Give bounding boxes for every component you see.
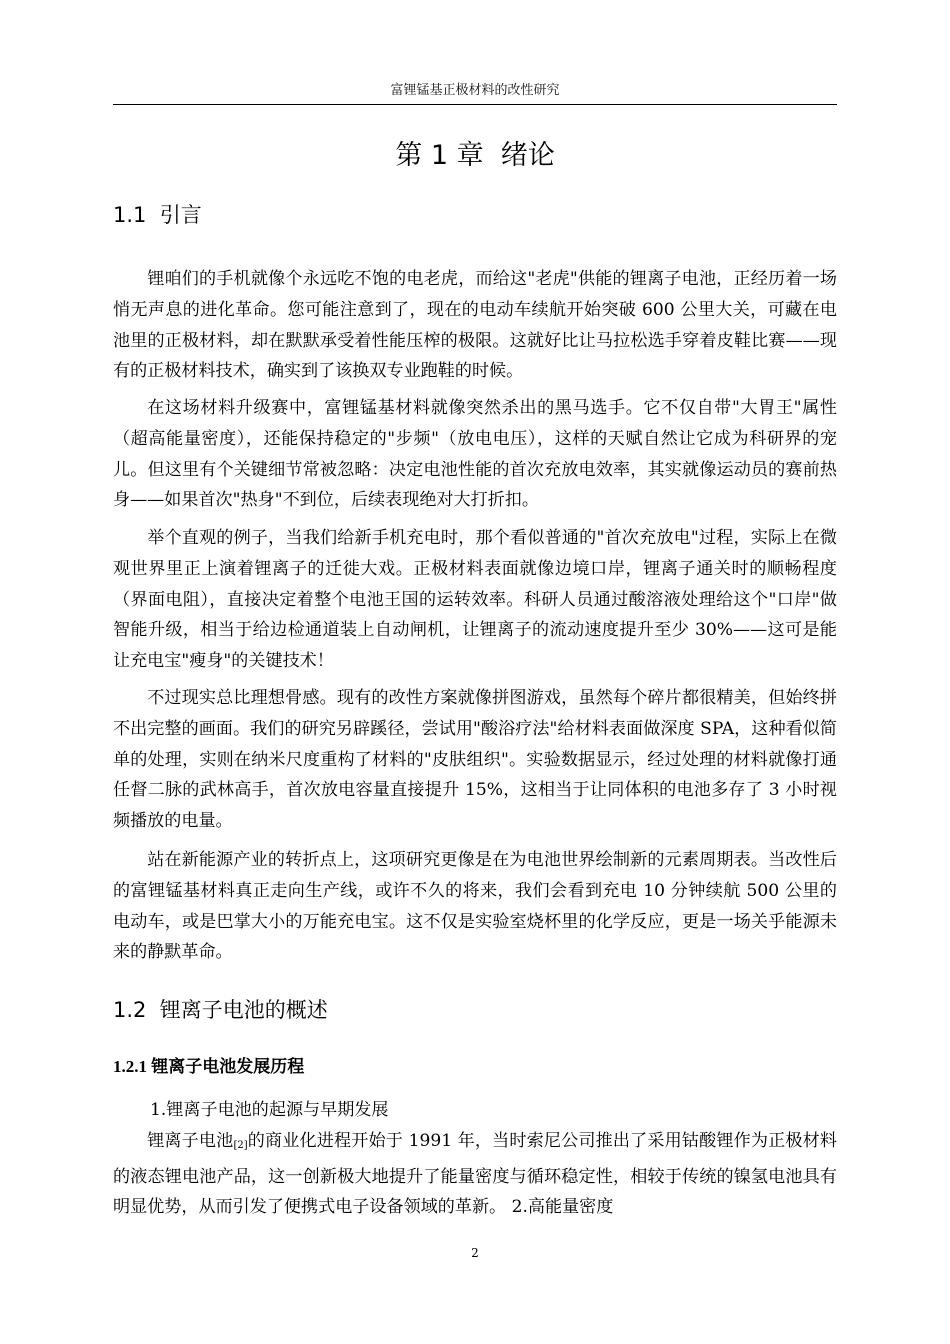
paragraph-5: 站在新能源产业的转折点上，这项研究更像是在为电池世界绘制新的元素周期表。当改性后的富锂锰基材料真正走向生产线，或许不久的将来，我们会看到充电 10 分钟续航 500 公里的电动车，或是巴掌大小的万能充电宝。这不仅是实验室烧杯里的化学反应，更是一场关乎能源未来的静默革命。 <box>113 850 837 963</box>
paragraph-3: 举个直观的例子，当我们给新手机充电时，那个看似普通的"首次充放电"过程，实际上在微观世界里正上演着锂离子的迁徙大戏。正极材料表面就像边境口岸，锂离子通关时的顺畅程度（界面电阻），直接决定着整个电池王国的运转效率。科研人员通过酸溶液处理给这个"口岸"做智能升级，相当于给边检通道装上自动闸机，让锂离子的流动速度提升至少 30%——这可是能让充电宝"瘦身"的关键技术！ <box>113 528 837 672</box>
section-heading-1-2: 1.2 锂离子电池的概述 <box>113 998 328 1022</box>
citation-marker[interactable]: [2] <box>233 1140 248 1151</box>
running-header: 富锂锰基正极材料的改性研究 <box>390 83 560 98</box>
chapter-title: 第 1 章 绪论 <box>395 140 555 171</box>
list-item-origin: 1.锂离子电池的起源与早期发展 <box>150 1100 389 1120</box>
history-text-rest: 的商业化进程开始于 1991 年，当时索尼公司推出了采用钴酸锂作为正极材料的液态锂电池产品，这一创新极大地提升了能量密度与循环稳定性，相较于传统的镍氢电池具有明显优势，从而引发了便携式电子设备领域的革新。 2.高能量密度 <box>113 1131 837 1217</box>
paragraph-4: 不过现实总比理想骨感。现有的改性方案就像拼图游戏，虽然每个碎片都很精美，但始终拼不出完整的画面。我们的研究另辟蹊径，尝试用"酸浴疗法"给材料表面做深度 SPA，这种看似简单的处理，实则在纳米尺度重构了材料的"皮肤组织"。实验数据显示，经过处理的材料就像打通任督二脉的武林高手，首次放电容量直接提升 15%，这相当于让同体积的电池多存了 3 小时视频播放的电量。 <box>113 688 837 832</box>
subsection-heading-1-2-1: 1.2.1 锂离子电池发展历程 <box>113 1057 305 1076</box>
paragraph-history <box>113 1126 837 1223</box>
paragraph-2: 在这场材料升级赛中，富锂锰基材料就像突然杀出的黑马选手。它不仅自带"大胃王"属性（超高能量密度），还能保持稳定的"步频"（放电电压），这样的天赋自然让它成为科研界的宠儿。但这里有个关键细节常被忽略：决定电池性能的首次充放电效率，其实就像运动员的赛前热身——如果首次"热身"不到位，后续表现绝对大打折扣。 <box>113 398 837 511</box>
section-heading-1-1: 1.1 引言 <box>113 203 202 227</box>
history-text-start: 锂离子电池 <box>147 1131 234 1151</box>
page-number: 2 <box>471 1246 479 1260</box>
paragraph-1: 锂咱们的手机就像个永远吃不饱的电老虎，而给这"老虎"供能的锂离子电池，正经历着一场悄无声息的进化革命。您可能注意到了，现在的电动车续航开始突破 600 公里大关，可藏在电池里的正极材料，却在默默承受着性能压榨的极限。这就好比让马拉松选手穿着皮鞋比赛——现有的正极材料技术，确实到了该换双专业跑鞋的时候。 <box>113 269 837 382</box>
header-rule <box>113 104 837 105</box>
